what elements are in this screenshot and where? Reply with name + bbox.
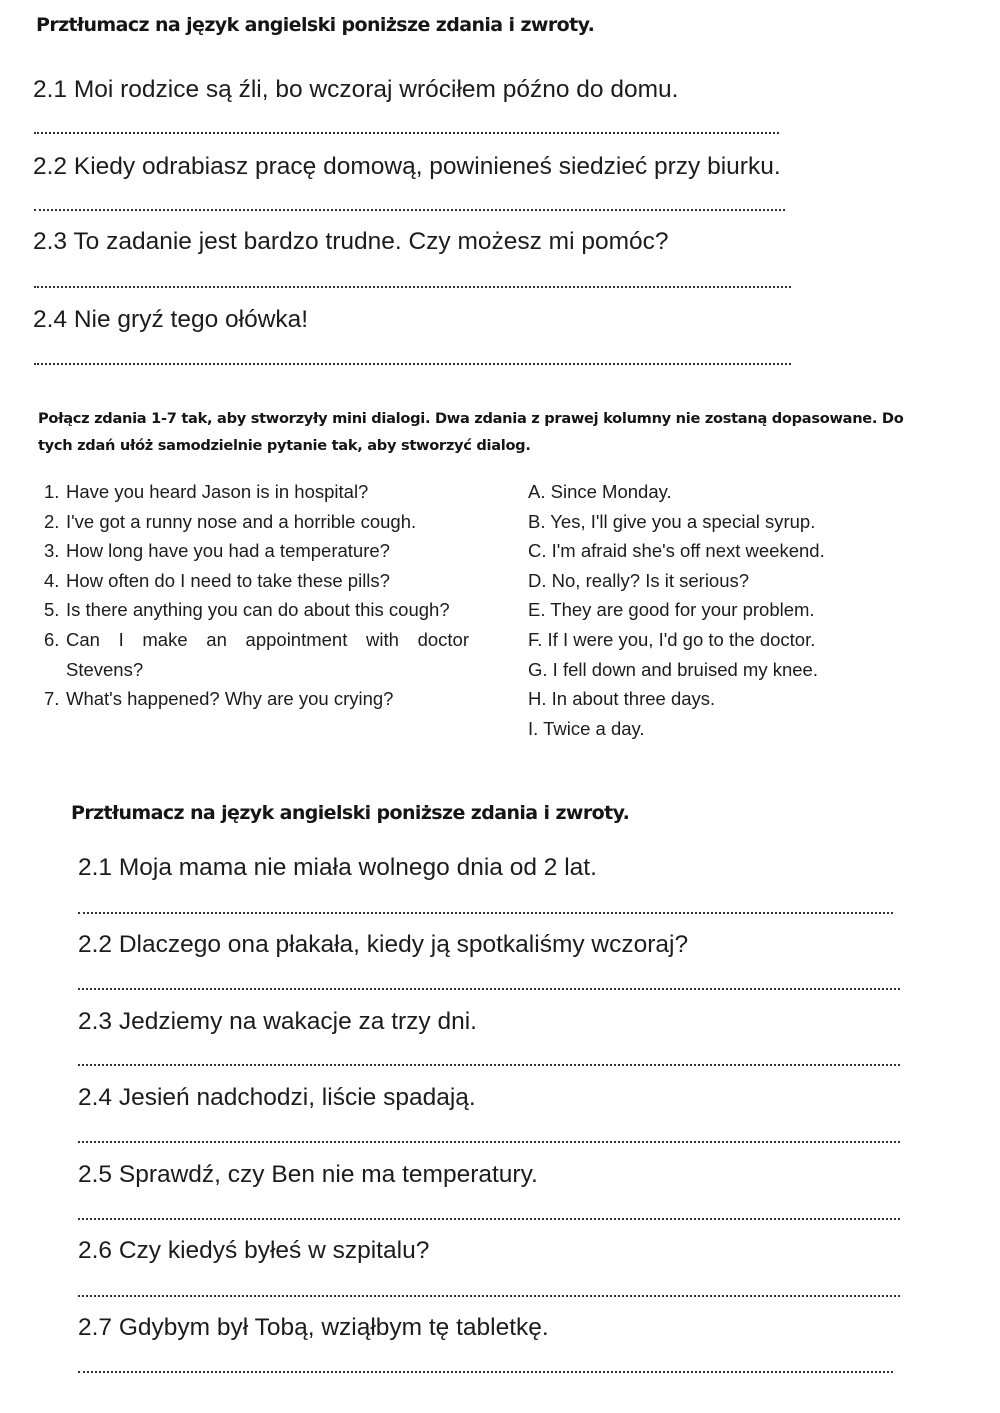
question-text: How long have you had a temperature?	[66, 540, 390, 562]
question-text: Can I make an appointment with doctor Stevens?	[66, 628, 469, 680]
question-number: 5.	[44, 599, 60, 621]
answer-item: D. No, really? Is it serious?	[528, 569, 750, 591]
questions-list	[44, 477, 469, 714]
answer-item: E. They are good for your problem.	[528, 599, 815, 621]
question-number: 2.	[44, 510, 60, 532]
question-item	[44, 536, 469, 566]
s1-answer-line-1[interactable]	[34, 132, 779, 134]
question-item	[44, 684, 469, 714]
question-text: I've got a runny nose and a horrible cough.	[66, 510, 417, 532]
s3-answer-line-1[interactable]	[78, 912, 893, 914]
question-text: Is there anything you can do about this cough?	[66, 599, 450, 621]
answer-item: G. I fell down and bruised my knee.	[528, 658, 818, 680]
s1-sentence-3: 2.3 To zadanie jest bardzo trudne. Czy możesz mi pomóc?	[33, 228, 669, 255]
question-item	[44, 595, 469, 625]
s1-answer-line-3[interactable]	[34, 286, 791, 288]
s3-sentence-6: 2.6 Czy kiedyś byłeś w szpitalu?	[78, 1237, 430, 1264]
matching-instruction	[38, 405, 983, 459]
s1-answer-line-4[interactable]	[34, 363, 791, 365]
question-text: How often do I need to take these pills?	[66, 569, 390, 591]
question-number: 3.	[44, 540, 60, 562]
matching-instruction-line-1: Połącz zdania 1-7 tak, aby stworzyły mini dialogi. Dwa zdania z prawej kolumny nie zostaną dopasowane. Do	[38, 410, 904, 427]
section1-heading: Prztłumacz na język angielski poniższe zdania i zwroty.	[36, 14, 595, 36]
s3-answer-line-7[interactable]	[78, 1371, 893, 1373]
s3-answer-line-5[interactable]	[78, 1218, 900, 1220]
matching-instruction-line-2: tych zdań ułóż samodzielnie pytanie tak, aby stworzyć dialog.	[38, 437, 531, 454]
question-item	[44, 507, 469, 537]
answer-item: H. In about three days.	[528, 688, 716, 710]
answer-item: C. I'm afraid she's off next weekend.	[528, 540, 825, 562]
s3-sentence-2: 2.2 Dlaczego ona płakała, kiedy ją spotkaliśmy wczoraj?	[78, 931, 689, 958]
s1-sentence-4: 2.4 Nie gryź tego ołówka!	[33, 306, 309, 333]
s3-sentence-5: 2.5 Sprawdź, czy Ben nie ma temperatury.	[78, 1161, 538, 1188]
s1-answer-line-2[interactable]	[34, 209, 785, 211]
s3-answer-line-4[interactable]	[78, 1141, 900, 1143]
question-text: Have you heard Jason is in hospital?	[66, 481, 369, 502]
s3-answer-line-2[interactable]	[78, 988, 900, 990]
section3-heading: Prztłumacz na język angielski poniższe zdania i zwroty.	[71, 802, 630, 824]
question-number: 1.	[44, 481, 60, 502]
question-text: What's happened? Why are you crying?	[66, 688, 394, 710]
question-number: 4.	[44, 569, 60, 591]
answers-list	[528, 477, 968, 743]
s1-sentence-1: 2.1 Moi rodzice są źli, bo wczoraj wróciłem późno do domu.	[33, 76, 679, 103]
s1-sentence-2: 2.2 Kiedy odrabiasz pracę domową, powinieneś siedzieć przy biurku.	[33, 153, 781, 180]
question-number: 6.	[44, 628, 60, 650]
question-item	[44, 625, 469, 684]
answer-item: B. Yes, I'll give you a special syrup.	[528, 510, 816, 532]
s3-answer-line-3[interactable]	[78, 1064, 900, 1066]
answer-item: F. If I were you, I'd go to the doctor.	[528, 628, 816, 650]
s3-sentence-1: 2.1 Moja mama nie miała wolnego dnia od 2 lat.	[78, 854, 597, 881]
answer-item: I. Twice a day.	[528, 717, 645, 739]
s3-answer-line-6[interactable]	[78, 1295, 900, 1297]
question-item	[44, 477, 469, 507]
s3-sentence-7: 2.7 Gdybym był Tobą, wziąłbym tę tabletkę.	[78, 1314, 549, 1341]
answer-item: A. Since Monday.	[528, 481, 672, 502]
s3-sentence-4: 2.4 Jesień nadchodzi, liście spadają.	[78, 1084, 476, 1111]
question-item	[44, 566, 469, 596]
s3-sentence-3: 2.3 Jedziemy na wakacje za trzy dni.	[78, 1008, 477, 1035]
question-number: 7.	[44, 688, 60, 710]
